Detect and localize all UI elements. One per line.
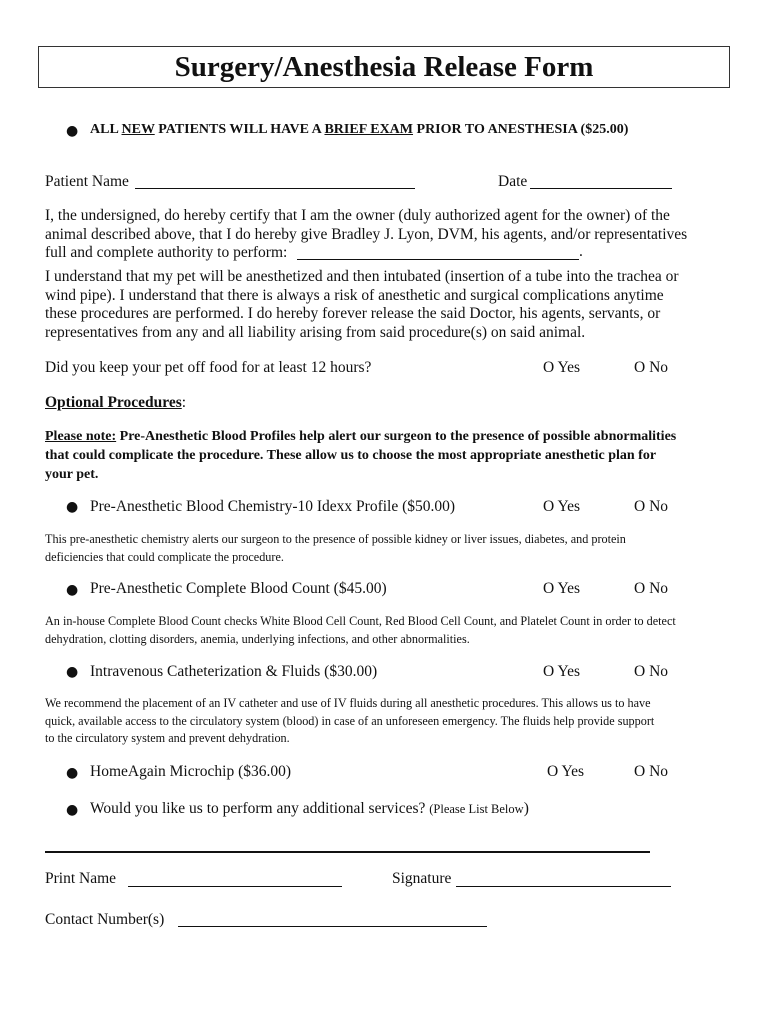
food-question: Did you keep your pet off food for at least 12 hours? xyxy=(45,359,372,376)
description-line: We recommend the placement of an IV catheter and use of IV fluids during all anesthetic procedures. This allows us to have xyxy=(45,696,651,710)
certify-line: I, the undersigned, do hereby certify that I am the owner (duly authorized agent for the owner) of the xyxy=(45,207,670,224)
procedure-4-yes-option[interactable]: O Yes xyxy=(547,763,585,780)
signature-label: Signature xyxy=(392,870,452,887)
optional-heading xyxy=(45,394,186,413)
description-line: to the circulatory system and prevent dehydration. xyxy=(45,731,290,745)
additional-close: ) xyxy=(523,800,529,817)
certify-paragraph xyxy=(45,207,725,263)
note-line: Pre-Anesthetic Blood Profiles help alert our surgeon to the presence of possible abnormalities xyxy=(116,429,677,444)
certify-line: full and complete authority to perform: xyxy=(45,244,288,261)
procedure-description xyxy=(45,695,725,748)
release-line: representatives from any and all liability arising from said procedure(s) on said animal. xyxy=(45,323,586,341)
optional-heading-text: Optional Procedures xyxy=(45,394,182,411)
description-line: An in-house Complete Blood Count checks White Blood Cell Count, Red Blood Cell Count, and Platelet Count in order to detect xyxy=(45,614,676,628)
signature-field[interactable] xyxy=(456,886,671,887)
additional-services-field[interactable] xyxy=(45,851,650,853)
procedure-label: HomeAgain Microchip ($36.00) xyxy=(90,763,292,780)
additional-question-text: Would you like us to perform any additional services? xyxy=(90,800,430,817)
procedure-label: Pre-Anesthetic Complete Blood Count ($45.00) xyxy=(90,580,387,597)
note-paragraph xyxy=(45,427,725,484)
note-line: that could complicate the procedure. These allow us to choose the most appropriate anesthetic plan for xyxy=(45,448,657,463)
bullet-icon: ● xyxy=(66,664,79,680)
print-name-field[interactable] xyxy=(128,886,342,887)
notice-line xyxy=(90,121,628,140)
release-paragraph xyxy=(45,268,725,342)
title-box xyxy=(38,46,730,88)
date-field[interactable] xyxy=(530,188,672,189)
food-no-option[interactable]: O No xyxy=(634,359,669,376)
release-line: wind pipe). I understand that there is always a risk of anesthetic and surgical complications anytime xyxy=(45,286,664,304)
bullet-icon: ● xyxy=(66,765,79,781)
procedure-description xyxy=(45,531,725,566)
date-label: Date xyxy=(498,173,528,190)
contact-number-field[interactable] xyxy=(178,926,487,927)
note-line: your pet. xyxy=(45,467,99,482)
notice-brief-exam: BRIEF EXAM xyxy=(324,122,414,137)
description-line: dehydration, clotting disorders, anemia, underlying infections, and other abnormalities. xyxy=(45,631,470,646)
description-line: quick, available access to the circulatory system (blood) in case of an unforeseen emergency. The fluids help provide support xyxy=(45,713,655,728)
procedure-4-no-option[interactable]: O No xyxy=(634,763,669,780)
notice-part: PATIENTS WILL HAVE A xyxy=(154,122,325,137)
release-line: I understand that my pet will be anesthetized and then intubated (insertion of a tube into the trachea or xyxy=(45,268,679,285)
notice-part: PRIOR TO ANESTHESIA ($25.00) xyxy=(413,122,629,137)
procedure-1-no-option[interactable]: O No xyxy=(634,498,669,515)
bullet-icon: ● xyxy=(66,123,79,139)
perform-field[interactable] xyxy=(297,259,579,260)
procedure-3-no-option[interactable]: O No xyxy=(634,663,669,680)
patient-name-field[interactable] xyxy=(135,188,415,189)
description-line: deficiencies that could complicate the procedure. xyxy=(45,549,284,564)
notice-part: ALL xyxy=(90,122,122,137)
colon: : xyxy=(181,394,187,411)
food-yes-option[interactable]: O Yes xyxy=(543,359,581,376)
notice-new: NEW xyxy=(121,122,155,137)
bullet-icon: ● xyxy=(66,499,79,515)
procedure-description xyxy=(45,613,725,648)
procedure-label: Pre-Anesthetic Blood Chemistry-10 Idexx Profile ($50.00) xyxy=(90,498,456,515)
print-name-label: Print Name xyxy=(45,870,117,887)
form-title: Surgery/Anesthesia Release Form xyxy=(174,50,594,83)
description-line: This pre-anesthetic chemistry alerts our surgeon to the presence of possible kidney or liver issues, diabetes, and protein xyxy=(45,532,626,546)
contact-label: Contact Number(s) xyxy=(45,911,165,928)
additional-note: (Please List Below xyxy=(429,802,524,816)
period: . xyxy=(579,243,583,260)
procedure-2-yes-option[interactable]: O Yes xyxy=(543,580,581,597)
bullet-icon: ● xyxy=(66,582,79,598)
note-label: Please note: xyxy=(45,429,117,444)
certify-line: animal described above, that I do hereby give Bradley J. Lyon, DVM, his agents, and/or representatives xyxy=(45,225,688,243)
procedure-label: Intravenous Catheterization & Fluids ($30.00) xyxy=(90,663,378,680)
bullet-icon: ● xyxy=(66,802,79,818)
additional-services-question xyxy=(90,800,529,819)
release-line: these procedures are performed. I do hereby forever release the said Doctor, his agents, servants, or xyxy=(45,305,661,322)
procedure-2-no-option[interactable]: O No xyxy=(634,580,669,597)
procedure-1-yes-option[interactable]: O Yes xyxy=(543,498,581,515)
patient-name-label: Patient Name xyxy=(45,173,129,190)
procedure-3-yes-option[interactable]: O Yes xyxy=(543,663,581,680)
